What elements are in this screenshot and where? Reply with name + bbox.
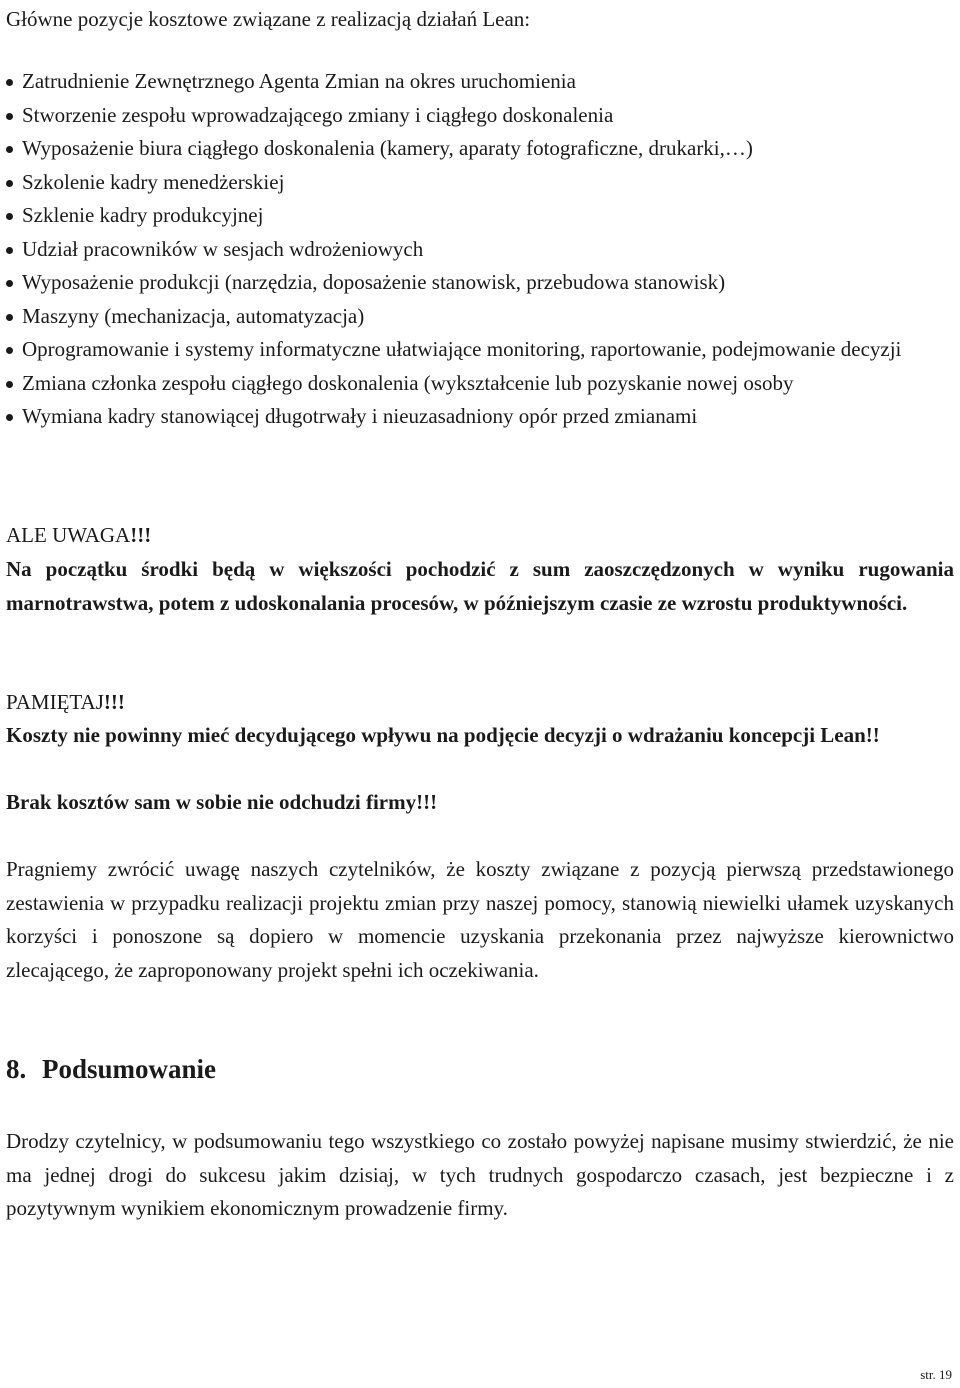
bullet-icon xyxy=(6,381,13,388)
section-number: 8. xyxy=(6,1054,27,1084)
bullet-icon xyxy=(6,146,13,153)
list-item: Szklenie kadry produkcyjnej xyxy=(6,199,954,233)
list-item: Zmiana członka zespołu ciągłego doskonalenia (wykształcenie lub pozyskanie nowej osoby xyxy=(6,367,954,401)
list-item: Maszyny (mechanizacja, automatyzacja) xyxy=(6,300,954,334)
bullet-icon xyxy=(6,113,13,120)
cost-intro: Główne pozycje kosztowe związane z realizacją działań Lean: xyxy=(6,7,531,31)
section-title: Podsumowanie xyxy=(42,1054,217,1084)
list-item: Oprogramowanie i systemy informatyczne ułatwiające monitoring, raportowanie, podejmowanie decyzji xyxy=(6,333,954,367)
bullet-icon xyxy=(6,280,13,287)
bullet-icon xyxy=(6,180,13,187)
list-item: Stworzenie zespołu wprowadzającego zmiany i ciągłego doskonalenia xyxy=(6,99,954,133)
bullet-icon xyxy=(6,247,13,254)
bullet-icon xyxy=(6,347,13,354)
reminder-text-2: Brak kosztów sam w sobie nie odchudzi firmy!!! xyxy=(6,790,438,814)
bullet-icon xyxy=(6,414,13,421)
bullet-icon xyxy=(6,213,13,220)
list-item: Wyposażenie biura ciągłego doskonalenia (kamery, aparaty fotograficzne, drukarki,…) xyxy=(6,132,954,166)
reminder-text: Koszty nie powinny mieć decydującego wpływu na podjęcie decyzji o wdrażaniu koncepcji Lean!! xyxy=(6,723,880,747)
section-heading xyxy=(6,1053,216,1087)
cost-list xyxy=(6,65,954,434)
bullet-icon xyxy=(6,79,13,86)
list-item: Szkolenie kadry menedżerskiej xyxy=(6,166,954,200)
list-item: Wyposażenie produkcji (narzędzia, doposażenie stanowisk, przebudowa stanowisk) xyxy=(6,266,954,300)
summary-paragraph: Drodzy czytelnicy, w podsumowaniu tego wszystkiego co zostało powyżej napisane musimy stwierdzić, że nie ma jednej drogi do sukcesu jakim dzisiaj, w tych trudnych gospodarczo czasach, jest bezpieczne i z pozytywnym wynikiem ekonomicznym prowadzenie firmy. xyxy=(6,1129,954,1220)
list-item: Wymiana kadry stanowiącej długotrwały i nieuzasadniony opór przed zmianami xyxy=(6,400,954,434)
reminder-label: PAMIĘTAJ!!! xyxy=(6,690,125,714)
warning-label: ALE UWAGA!!! xyxy=(6,523,152,547)
bullet-icon xyxy=(6,314,13,321)
page-number: str. 19 xyxy=(920,1367,952,1382)
list-item: Zatrudnienie Zewnętrznego Agenta Zmian na okres uruchomienia xyxy=(6,65,954,99)
info-paragraph: Pragniemy zwrócić uwagę naszych czytelników, że koszty związane z pozycją pierwszą przedstawionego zestawienia w przypadku realizacji projektu zmian przy naszej pomocy, stanowią niewielki ułamek uzyskanych korzyści i ponoszone są dopiero w momencie uzyskania przekonania przez najwyższe kierownictwo zlecającego, że zaproponowany projekt spełni ich oczekiwania. xyxy=(6,857,954,982)
list-item: Udział pracowników w sesjach wdrożeniowych xyxy=(6,233,954,267)
warning-text: Na początku środki będą w większości pochodzić z sum zaoszczędzonych w wyniku rugowania marnotrawstwa, potem z udoskonalania procesów, w późniejszym czasie ze wzrostu produktywności. xyxy=(6,557,954,615)
